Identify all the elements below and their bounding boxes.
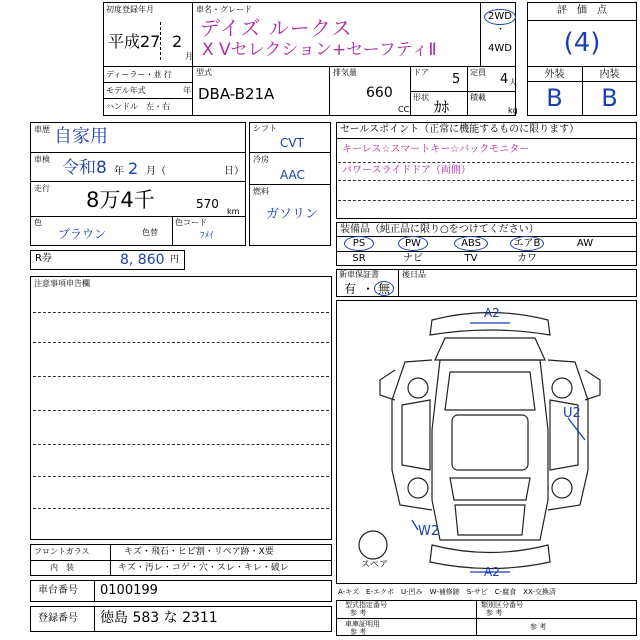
equip-airbag: エアB [513,238,541,249]
equip-abs: ABS [461,238,481,249]
damage-bottom: A2 [484,565,500,579]
auction-sheet: 初度登録年月 平成27 2 月 車名・グレード デイズ ルークス X Vセレクション+セーフティⅡ 2WD ・ 4WD ディーラー・並 行 モデル年式 年 ハンドル 左・右 型式 DBA-B21A 排気量 660 CC ドア 5 定員 4 人 形状 ｶﾎ 積載 kg 評 価 点 (4) 外装 内装 B B 車歴 自家用 車検 令和8 年 2 月（ 日） 走行 8万4千 570 km 色 ブラウン 色替 色コード ﾌﾒｲ シフト CVT 冷房 AAC 燃料 ガソリン R券 8, 860 円 セールスポイント（正常に機能するものに限ります） キーレス☆スマートキー☆バックモニター パワースライドドア（両側） 装備品（純正品に限り○をつけてください） PS PW ABS エアB AW SR ナビ TV カワ 新車保証書 有 ・ 無 後日品 注意事項申告欄 A2 U2 W2 A2 スペア フロントガラス キズ・飛石・ヒビ割・リペア跡・X要 内 装 キズ・汚レ・コゲ・穴・スレ・キレ・破レ A-キズ E-エクボ U-凹み W-補修跡 S-サビ C-腐食 XX-交換済 車台番号 0100199 登録番号 徳島 583 な 2311 型式指定番号 参 考 類別区分番号 参 考 車庫証明用 参 考 参 考 [0,0,640,640]
warranty-no: 無 [378,282,391,296]
exterior-grade: B [546,84,563,112]
equip-ps: PS [352,238,366,249]
inspection-month: 2 [128,159,139,178]
damage-right: U2 [563,406,581,421]
damage-top: A2 [484,306,500,320]
mileage-rest: 570 [196,197,219,211]
inspection-era: 令和8 [62,158,107,178]
equip-sr: SR [352,253,366,264]
overall-grade: (4) [563,28,601,58]
equip-navi: ナビ [403,253,423,264]
ac: AAC [280,168,305,182]
equip-tv: TV [464,253,478,264]
model-code: DBA-B21A [198,85,275,103]
color-code: ﾌﾒｲ [200,231,214,241]
chassis-number: 0100199 [100,583,158,598]
recycle-amount: 8, 860 [120,252,165,268]
sales-point-2: パワースライドドア（両側） [342,165,471,176]
color: ブラウン [58,227,107,241]
first-reg-era: 平成27 [108,32,161,51]
shift: CVT [280,136,304,150]
first-reg-month: 2 [172,32,183,51]
car-grade: X Vセレクション+セーフティⅡ [202,40,437,60]
first-reg-label: 初度登録年月 [106,5,154,14]
damage-legend: A-キズ E-エクボ U-凹み W-補修跡 S-サビ C-腐食 XX-交換済 [338,588,556,596]
interior-grade: B [601,84,618,112]
equip-aw: AW [576,238,594,249]
drive-2wd: 2WD [488,11,512,22]
displacement: 660 [366,85,393,101]
car-name: デイズ ルークス [200,16,353,40]
capacity: 4 [500,72,509,87]
shape: ｶﾎ [434,98,450,116]
mileage: 8万4千 [86,188,155,212]
drive-4wd: 4WD [488,43,512,54]
usage: 自家用 [54,126,108,147]
equip-leather: カワ [517,253,537,264]
door-count: 5 [452,72,461,87]
sales-point-1: キーレス☆スマートキー☆バックモニター [342,144,530,155]
registration-number: 徳島 583 な 2311 [100,610,218,626]
fuel: ガソリン [266,207,319,222]
damage-left: W2 [418,524,440,539]
equip-pw: PW [405,238,421,249]
car-name-label: 車名・グレード [196,5,252,14]
